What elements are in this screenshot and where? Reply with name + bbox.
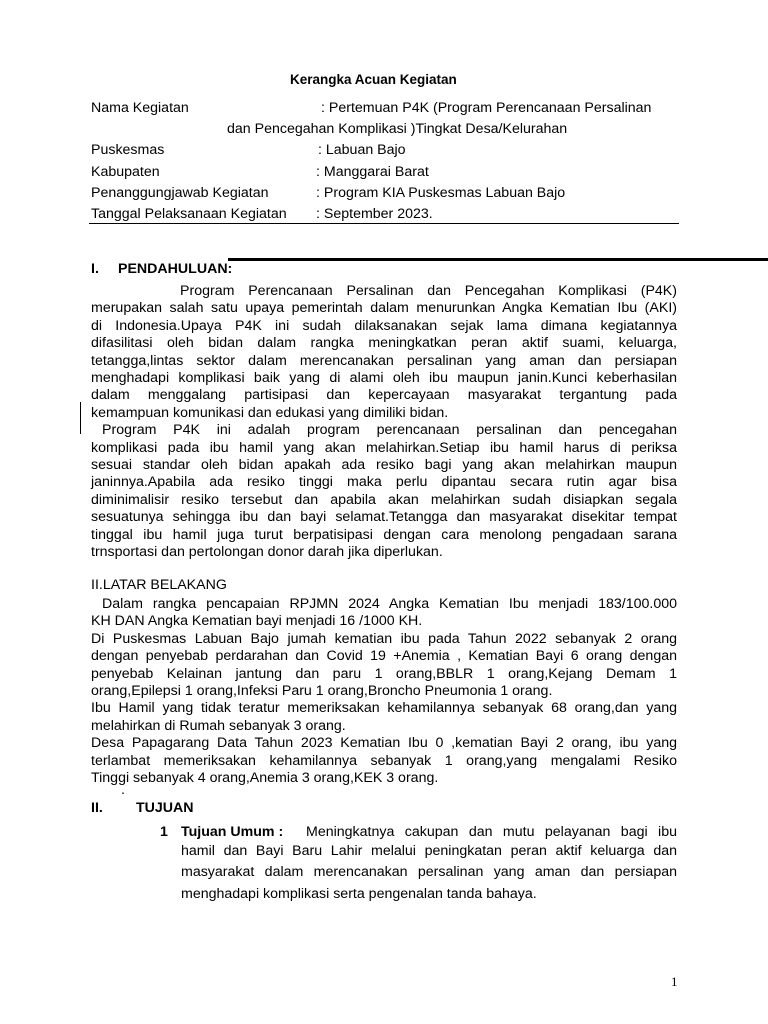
page-number: 1: [671, 974, 678, 989]
tujuan-item-number: 1: [160, 824, 168, 840]
s1-line-4: difasilitasi oleh bidan dalam rangka meningkatkan peran aktif suami, keluarga,: [91, 335, 677, 352]
section-1-heading: PENDAHULUAN:: [118, 261, 233, 277]
s2-line-4: dengan penyebab perdarahan dan Covid 19 +Anemia , Kematian Bayi 6 orang dengan: [91, 648, 677, 665]
section-2-heading: II.LATAR BELAKANG: [91, 577, 227, 593]
value-kabupaten: : Manggarai Barat: [316, 164, 429, 180]
label-puskesmas: Puskesmas: [91, 142, 165, 158]
s2-line-9: Desa Papagarang Data Tahun 2023 Kematian Ibu 0 ,kematian Bayi 2 orang, ibu yang: [91, 735, 677, 752]
value-penanggungjawab: : Program KIA Puskesmas Labuan Bajo: [316, 185, 566, 201]
s2-line-7: Ibu Hamil yang tidak teratur memeriksakan kehamilannya sebanyak 68 orang,dan yang: [91, 700, 677, 717]
label-nama-kegiatan: Nama Kegiatan: [91, 100, 189, 116]
tujuan-umum-first-line: Meningkatnya cakupan dan mutu pelayanan bagi ibu: [306, 824, 677, 840]
tujuan-line-4: menghadapi komplikasi serta pengenalan tanda bahaya.: [181, 886, 537, 902]
s2-line-5: penyebab Kelainan jantung dan paru 1 orang,BBLR 1 orang,Kejang Demam 1: [91, 665, 677, 682]
s1-line-1: Program Perencanaan Persalinan dan Pencegahan Komplikasi (P4K): [180, 283, 677, 299]
value-nama-kegiatan: : Pertemuan P4K (Program Perencanaan Persalinan: [321, 100, 652, 116]
section-3-heading: TUJUAN: [136, 800, 194, 816]
bullet-dot: .: [121, 782, 125, 798]
s1-line-3: di Indonesia.Upaya P4K ini sudah dilaksanakan sejak lama dimana kegiatannya: [91, 317, 677, 334]
tujuan-umum-label: Tujuan Umum :: [181, 824, 284, 840]
tujuan-line-2: hamil dan Bayi Baru Lahir melalui peningkatan peran aktif keluarga dan: [181, 843, 677, 859]
s1-line-9: Program P4K ini adalah program perencanaan persalinan dan pencegahan: [102, 422, 677, 439]
label-tanggal: Tanggal Pelaksanaan Kegiatan: [91, 206, 287, 222]
s2-line-10: terlambat memeriksakan kehamilannya sebanyak 1 orang,yang mengalami Resiko: [91, 752, 677, 769]
header-underline: [89, 223, 679, 224]
text-cursor-marker: [80, 402, 81, 434]
s1-line-5: tetangga,lintas sektor dalam merencanakan persalinan yang aman dan persiapan: [91, 352, 677, 369]
s1-line-10: komplikasi pada ibu hamil yang akan melahirkan.Setiap ibu hamil harus di periksa: [91, 439, 677, 456]
s1-line-7: dalam menggalang partisipasi dan kepercayaan masyarakat tergantung pada: [91, 387, 677, 404]
s1-line-14: sesuatunya sehingga ibu dan bayi selamat.Tetangga dan masyarakat disekitar tempat: [91, 509, 677, 526]
s1-line-15: tinggal ibu hamil juga turut berpatisipasi dengan cara menolong pengadaan sarana: [91, 526, 677, 543]
s2-line-1: Dalam rangka pencapaian RPJMN 2024 Angka Kematian Ibu menjadi 183/100.000: [102, 596, 677, 612]
value-puskesmas: : Labuan Bajo: [318, 142, 406, 158]
s1-line-2: merupakan salah satu upaya pemerintah dalam menurunkan Angka Kematian Ibu (AKI): [91, 300, 677, 317]
section-3-number: II.: [91, 800, 103, 816]
s2-line-2: KH DAN Angka Kematian bayi menjadi 16 /1000 KH.: [91, 613, 423, 630]
s1-line-6: menghadapi komplikasi baik yang di alami oleh ibu maupun janin.Kunci keberhasilan: [91, 370, 677, 386]
tujuan-line-3: masyarakat dalam merencanakan persalinan yang aman dan persiapan: [181, 864, 677, 880]
s1-line-16: trnsportasi dan pertolongan donor darah jika diperlukan.: [91, 544, 443, 560]
label-kabupaten: Kabupaten: [91, 164, 160, 180]
section-divider-rule: [228, 258, 768, 261]
s1-line-12: janinnya.Apabila ada resiko tinggi maka perlu dipantau secara rutin agar bisa: [91, 474, 677, 491]
s1-line-11: sesuai standar oleh bidan apakah ada resiko bagi yang akan melahirkan maupun: [91, 457, 677, 473]
s2-line-11: Tinggi sebanyak 4 orang,Anemia 3 orang,KEK 3 orang.: [91, 770, 439, 786]
s2-line-6: orang,Epilepsi 1 orang,Infeksi Paru 1 orang,Broncho Pneumonia 1 orang.: [91, 683, 553, 699]
value-nama-kegiatan-cont: dan Pencegahan Komplikasi )Tingkat Desa/Kelurahan: [227, 121, 568, 137]
s2-line-3: Di Puskesmas Labuan Bajo jumah kematian ibu pada Tahun 2022 sebanyak 2 orang: [91, 630, 677, 647]
label-penanggungjawab: Penanggungjawab Kegiatan: [91, 185, 269, 201]
s2-line-8: melahirkan di Rumah sebanyak 3 orang.: [91, 717, 346, 734]
document-title: Kerangka Acuan Kegiatan: [290, 72, 457, 87]
section-1-number: I.: [91, 261, 99, 277]
s1-line-13: diminimalisir resiko tersebut dan apabila akan melahirkan sudah disiapkan segala: [91, 491, 677, 508]
s1-line-8: kemampuan komunikasi dan edukasi yang dimiliki bidan.: [91, 404, 449, 421]
value-tanggal: : September 2023.: [316, 206, 433, 222]
